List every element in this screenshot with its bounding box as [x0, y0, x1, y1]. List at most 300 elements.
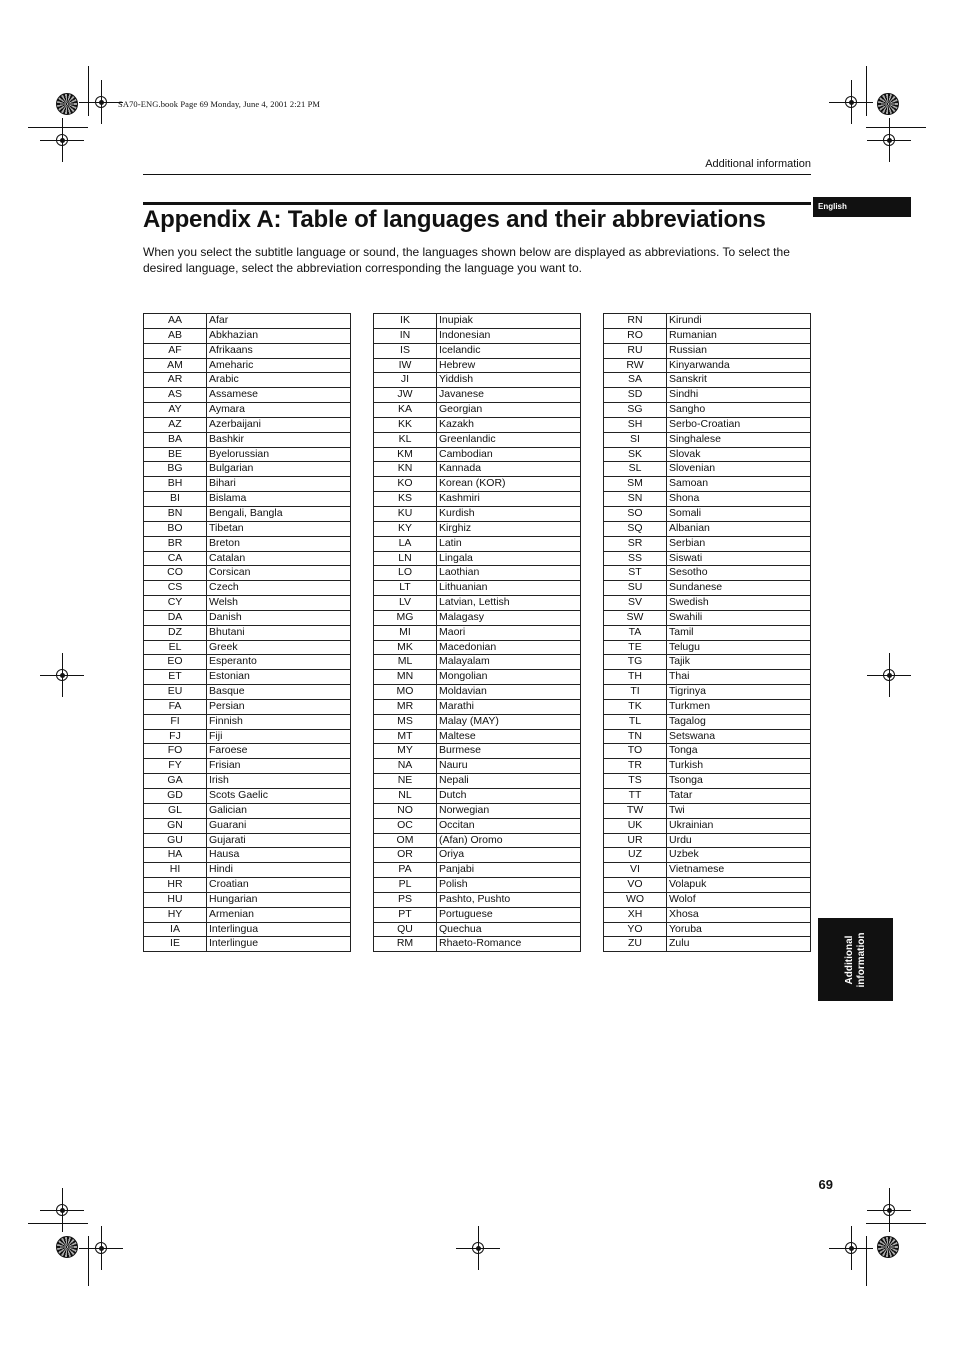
language-code: FI	[144, 714, 207, 729]
language-code: DA	[144, 610, 207, 625]
language-name: Tigrinya	[667, 685, 811, 700]
language-name: Interlingue	[207, 937, 351, 952]
language-name: Tagalog	[667, 714, 811, 729]
table-row	[144, 506, 351, 521]
language-code: NO	[374, 803, 437, 818]
table-row	[374, 625, 581, 640]
table-row	[374, 343, 581, 358]
language-name: Assamese	[207, 388, 351, 403]
language-code: ML	[374, 655, 437, 670]
language-name: Kurdish	[437, 506, 581, 521]
table-row	[144, 388, 351, 403]
language-name: Oriya	[437, 848, 581, 863]
language-name: Gujarati	[207, 833, 351, 848]
language-code: IK	[374, 314, 437, 329]
table-row	[374, 566, 581, 581]
table-row	[144, 729, 351, 744]
table-row	[374, 373, 581, 388]
language-code: GD	[144, 789, 207, 804]
language-name: Lingala	[437, 551, 581, 566]
language-code: BN	[144, 506, 207, 521]
table-row	[144, 328, 351, 343]
registration-target-icon	[877, 1236, 899, 1258]
table-row	[144, 566, 351, 581]
table-row	[144, 759, 351, 774]
language-name: Bihari	[207, 477, 351, 492]
language-code: SG	[604, 403, 667, 418]
table-row	[144, 492, 351, 507]
table-row	[374, 521, 581, 536]
language-code: SO	[604, 506, 667, 521]
table-row	[604, 907, 811, 922]
table-row	[144, 655, 351, 670]
language-name: Scots Gaelic	[207, 789, 351, 804]
table-row	[604, 521, 811, 536]
language-name: Galician	[207, 803, 351, 818]
table-row	[374, 492, 581, 507]
language-name: Cambodian	[437, 447, 581, 462]
language-name: Malagasy	[437, 610, 581, 625]
language-name: Tatar	[667, 789, 811, 804]
language-code: EL	[144, 640, 207, 655]
language-code: IA	[144, 922, 207, 937]
language-code: MI	[374, 625, 437, 640]
language-name: Hungarian	[207, 892, 351, 907]
language-code: XH	[604, 907, 667, 922]
language-code: TW	[604, 803, 667, 818]
language-name: Albanian	[667, 521, 811, 536]
language-name: Kashmiri	[437, 492, 581, 507]
table-row	[604, 610, 811, 625]
language-code: SU	[604, 581, 667, 596]
language-code: AY	[144, 403, 207, 418]
language-code: BH	[144, 477, 207, 492]
language-name: Catalan	[207, 551, 351, 566]
table-row	[144, 314, 351, 329]
language-code: MK	[374, 640, 437, 655]
language-name: Tajik	[667, 655, 811, 670]
table-row	[374, 506, 581, 521]
language-code: AZ	[144, 417, 207, 432]
language-code: SK	[604, 447, 667, 462]
language-name: Volapuk	[667, 878, 811, 893]
language-code: PL	[374, 878, 437, 893]
language-name: Afrikaans	[207, 343, 351, 358]
language-code: TH	[604, 670, 667, 685]
language-code: NA	[374, 759, 437, 774]
language-name: Icelandic	[437, 343, 581, 358]
language-code: NE	[374, 774, 437, 789]
language-code: TS	[604, 774, 667, 789]
table-row	[144, 878, 351, 893]
language-code: MY	[374, 744, 437, 759]
table-row	[374, 833, 581, 848]
table-row	[604, 699, 811, 714]
crop-line	[88, 66, 89, 116]
table-row	[144, 803, 351, 818]
language-name: Latvian, Lettish	[437, 596, 581, 611]
language-code: MS	[374, 714, 437, 729]
table-row	[144, 596, 351, 611]
language-code: FJ	[144, 729, 207, 744]
table-row	[374, 848, 581, 863]
table-row	[374, 685, 581, 700]
language-name: Afar	[207, 314, 351, 329]
language-name: Javanese	[437, 388, 581, 403]
language-name: Bislama	[207, 492, 351, 507]
language-name: Abkhazian	[207, 328, 351, 343]
language-name: Russian	[667, 343, 811, 358]
table-row	[374, 477, 581, 492]
language-code: SN	[604, 492, 667, 507]
language-code: TG	[604, 655, 667, 670]
language-name: Serbian	[667, 536, 811, 551]
language-name: Malayalam	[437, 655, 581, 670]
language-code: OR	[374, 848, 437, 863]
language-name: Slovenian	[667, 462, 811, 477]
table-row	[374, 358, 581, 373]
language-code: YO	[604, 922, 667, 937]
language-code: AR	[144, 373, 207, 388]
language-code: IS	[374, 343, 437, 358]
crop-line	[28, 1223, 88, 1224]
language-code: HA	[144, 848, 207, 863]
language-code: JI	[374, 373, 437, 388]
language-code: SD	[604, 388, 667, 403]
language-name: Korean (KOR)	[437, 477, 581, 492]
table-row	[144, 892, 351, 907]
language-name: Guarani	[207, 818, 351, 833]
table-row	[604, 818, 811, 833]
language-code: KA	[374, 403, 437, 418]
table-row	[604, 640, 811, 655]
language-code: GA	[144, 774, 207, 789]
language-code: KO	[374, 477, 437, 492]
language-code: LT	[374, 581, 437, 596]
table-row	[144, 744, 351, 759]
table-row	[604, 803, 811, 818]
table-row	[144, 907, 351, 922]
table-row	[374, 640, 581, 655]
language-code: MN	[374, 670, 437, 685]
language-code: CY	[144, 596, 207, 611]
language-name: Interlingua	[207, 922, 351, 937]
language-code: AF	[144, 343, 207, 358]
language-code: DZ	[144, 625, 207, 640]
language-code: PS	[374, 892, 437, 907]
table-row	[604, 685, 811, 700]
table-row	[144, 699, 351, 714]
language-code: OM	[374, 833, 437, 848]
table-row	[144, 417, 351, 432]
language-name: Ukrainian	[667, 818, 811, 833]
language-name: Sindhi	[667, 388, 811, 403]
language-code: TK	[604, 699, 667, 714]
table-row	[604, 833, 811, 848]
language-name: Aymara	[207, 403, 351, 418]
table-row	[374, 744, 581, 759]
language-code: WO	[604, 892, 667, 907]
table-row	[144, 670, 351, 685]
language-code: JW	[374, 388, 437, 403]
table-row	[144, 640, 351, 655]
language-code: CS	[144, 581, 207, 596]
language-name: Samoan	[667, 477, 811, 492]
table-row	[144, 536, 351, 551]
language-code: MT	[374, 729, 437, 744]
language-name: Estonian	[207, 670, 351, 685]
crop-line	[866, 1223, 926, 1224]
language-name: Nauru	[437, 759, 581, 774]
language-name: Danish	[207, 610, 351, 625]
language-name: Laothian	[437, 566, 581, 581]
language-code: VO	[604, 878, 667, 893]
side-tab-additional-information	[818, 918, 893, 1001]
table-row	[144, 447, 351, 462]
crop-line	[88, 1236, 89, 1286]
table-row	[604, 863, 811, 878]
table-row	[144, 373, 351, 388]
table-row	[604, 714, 811, 729]
language-name: Bengali, Bangla	[207, 506, 351, 521]
language-name: Rhaeto-Romance	[437, 937, 581, 952]
language-name: Hindi	[207, 863, 351, 878]
table-row	[604, 417, 811, 432]
language-name: Arabic	[207, 373, 351, 388]
table-row	[374, 328, 581, 343]
table-row	[144, 789, 351, 804]
language-name: Uzbek	[667, 848, 811, 863]
language-name: Kazakh	[437, 417, 581, 432]
language-code: QU	[374, 922, 437, 937]
language-name: Serbo-Croatian	[667, 417, 811, 432]
language-code: RM	[374, 937, 437, 952]
language-name: Nepali	[437, 774, 581, 789]
language-table-1	[143, 313, 351, 952]
language-code: SM	[604, 477, 667, 492]
language-name: Siswati	[667, 551, 811, 566]
language-code: ET	[144, 670, 207, 685]
table-row	[374, 596, 581, 611]
language-code: MO	[374, 685, 437, 700]
language-code: ZU	[604, 937, 667, 952]
table-row	[604, 447, 811, 462]
table-row	[604, 551, 811, 566]
language-code: LN	[374, 551, 437, 566]
language-code: BO	[144, 521, 207, 536]
language-code: TT	[604, 789, 667, 804]
table-row	[144, 477, 351, 492]
table-row	[374, 922, 581, 937]
table-row	[374, 907, 581, 922]
language-code: MR	[374, 699, 437, 714]
language-name: Finnish	[207, 714, 351, 729]
table-row	[144, 343, 351, 358]
table-row	[374, 759, 581, 774]
language-name: Malay (MAY)	[437, 714, 581, 729]
language-name: Lithuanian	[437, 581, 581, 596]
language-code: UR	[604, 833, 667, 848]
language-code: SL	[604, 462, 667, 477]
table-row	[604, 759, 811, 774]
page-title: Appendix A: Table of languages and their abbreviations	[143, 206, 766, 233]
header-section-label: Additional information	[705, 158, 811, 170]
table-row	[604, 937, 811, 952]
language-code: EU	[144, 685, 207, 700]
language-code: LA	[374, 536, 437, 551]
language-code: TI	[604, 685, 667, 700]
table-row	[374, 432, 581, 447]
language-name: Setswana	[667, 729, 811, 744]
table-row	[144, 937, 351, 952]
language-code: HI	[144, 863, 207, 878]
table-row	[374, 417, 581, 432]
language-name: Bhutani	[207, 625, 351, 640]
language-name: Macedonian	[437, 640, 581, 655]
language-code: BA	[144, 432, 207, 447]
language-name: Frisian	[207, 759, 351, 774]
registration-target-icon	[877, 93, 899, 115]
language-code: TR	[604, 759, 667, 774]
table-row	[604, 328, 811, 343]
table-row	[374, 774, 581, 789]
language-name: Irish	[207, 774, 351, 789]
language-code: CO	[144, 566, 207, 581]
table-row	[374, 803, 581, 818]
table-row	[374, 714, 581, 729]
language-code: VI	[604, 863, 667, 878]
language-name: Tsonga	[667, 774, 811, 789]
language-name: Slovak	[667, 447, 811, 462]
table-row	[604, 314, 811, 329]
language-name: Sundanese	[667, 581, 811, 596]
language-code: HR	[144, 878, 207, 893]
language-name: Bulgarian	[207, 462, 351, 477]
table-row	[374, 729, 581, 744]
language-name: Bashkir	[207, 432, 351, 447]
language-name: Hausa	[207, 848, 351, 863]
language-code: SH	[604, 417, 667, 432]
language-name: Corsican	[207, 566, 351, 581]
language-code: TO	[604, 744, 667, 759]
table-row	[144, 521, 351, 536]
table-row	[604, 878, 811, 893]
language-code: SR	[604, 536, 667, 551]
language-name: Yoruba	[667, 922, 811, 937]
table-row	[144, 462, 351, 477]
language-name: Rumanian	[667, 328, 811, 343]
table-row	[144, 581, 351, 596]
table-row	[374, 581, 581, 596]
table-row	[374, 789, 581, 804]
language-name: Tibetan	[207, 521, 351, 536]
language-name: Welsh	[207, 596, 351, 611]
language-name: Norwegian	[437, 803, 581, 818]
language-code: AM	[144, 358, 207, 373]
language-code: OC	[374, 818, 437, 833]
language-code: KS	[374, 492, 437, 507]
table-row	[374, 314, 581, 329]
language-name: Czech	[207, 581, 351, 596]
table-row	[604, 892, 811, 907]
table-row	[144, 863, 351, 878]
crop-line	[866, 127, 926, 128]
language-code: IW	[374, 358, 437, 373]
language-name: Kirghiz	[437, 521, 581, 536]
language-name: Yiddish	[437, 373, 581, 388]
language-name: Kirundi	[667, 314, 811, 329]
table-row	[604, 581, 811, 596]
table-row	[374, 536, 581, 551]
language-name: Twi	[667, 803, 811, 818]
language-name: Moldavian	[437, 685, 581, 700]
language-name: Urdu	[667, 833, 811, 848]
language-code: BE	[144, 447, 207, 462]
table-row	[374, 892, 581, 907]
table-row	[604, 536, 811, 551]
language-name: Swedish	[667, 596, 811, 611]
language-name: Kannada	[437, 462, 581, 477]
table-row	[374, 403, 581, 418]
table-row	[604, 506, 811, 521]
crop-line	[866, 66, 867, 116]
language-code: TA	[604, 625, 667, 640]
table-row	[604, 596, 811, 611]
language-code: SV	[604, 596, 667, 611]
table-row	[144, 432, 351, 447]
table-row	[604, 462, 811, 477]
language-table-2	[373, 313, 581, 952]
language-code: RO	[604, 328, 667, 343]
table-row	[374, 937, 581, 952]
language-code: FY	[144, 759, 207, 774]
language-name: Basque	[207, 685, 351, 700]
language-code: RU	[604, 343, 667, 358]
table-row	[144, 403, 351, 418]
language-name: Vietnamese	[667, 863, 811, 878]
language-name: Turkish	[667, 759, 811, 774]
table-row	[604, 492, 811, 507]
language-name: Marathi	[437, 699, 581, 714]
language-code: HU	[144, 892, 207, 907]
language-code: AA	[144, 314, 207, 329]
language-code: KN	[374, 462, 437, 477]
language-code: FO	[144, 744, 207, 759]
language-name: Maori	[437, 625, 581, 640]
language-code: BI	[144, 492, 207, 507]
table-row	[374, 699, 581, 714]
language-name: Tamil	[667, 625, 811, 640]
language-code: SW	[604, 610, 667, 625]
language-name: Latin	[437, 536, 581, 551]
language-name: Wolof	[667, 892, 811, 907]
table-row	[144, 685, 351, 700]
language-code: IN	[374, 328, 437, 343]
table-row	[604, 358, 811, 373]
language-name: Faroese	[207, 744, 351, 759]
table-row	[374, 878, 581, 893]
language-name: Thai	[667, 670, 811, 685]
language-name: Panjabi	[437, 863, 581, 878]
language-name: Armenian	[207, 907, 351, 922]
table-row	[604, 744, 811, 759]
language-code: TN	[604, 729, 667, 744]
language-code: LV	[374, 596, 437, 611]
language-name: Breton	[207, 536, 351, 551]
table-row	[144, 714, 351, 729]
language-code: PT	[374, 907, 437, 922]
language-code: KL	[374, 432, 437, 447]
